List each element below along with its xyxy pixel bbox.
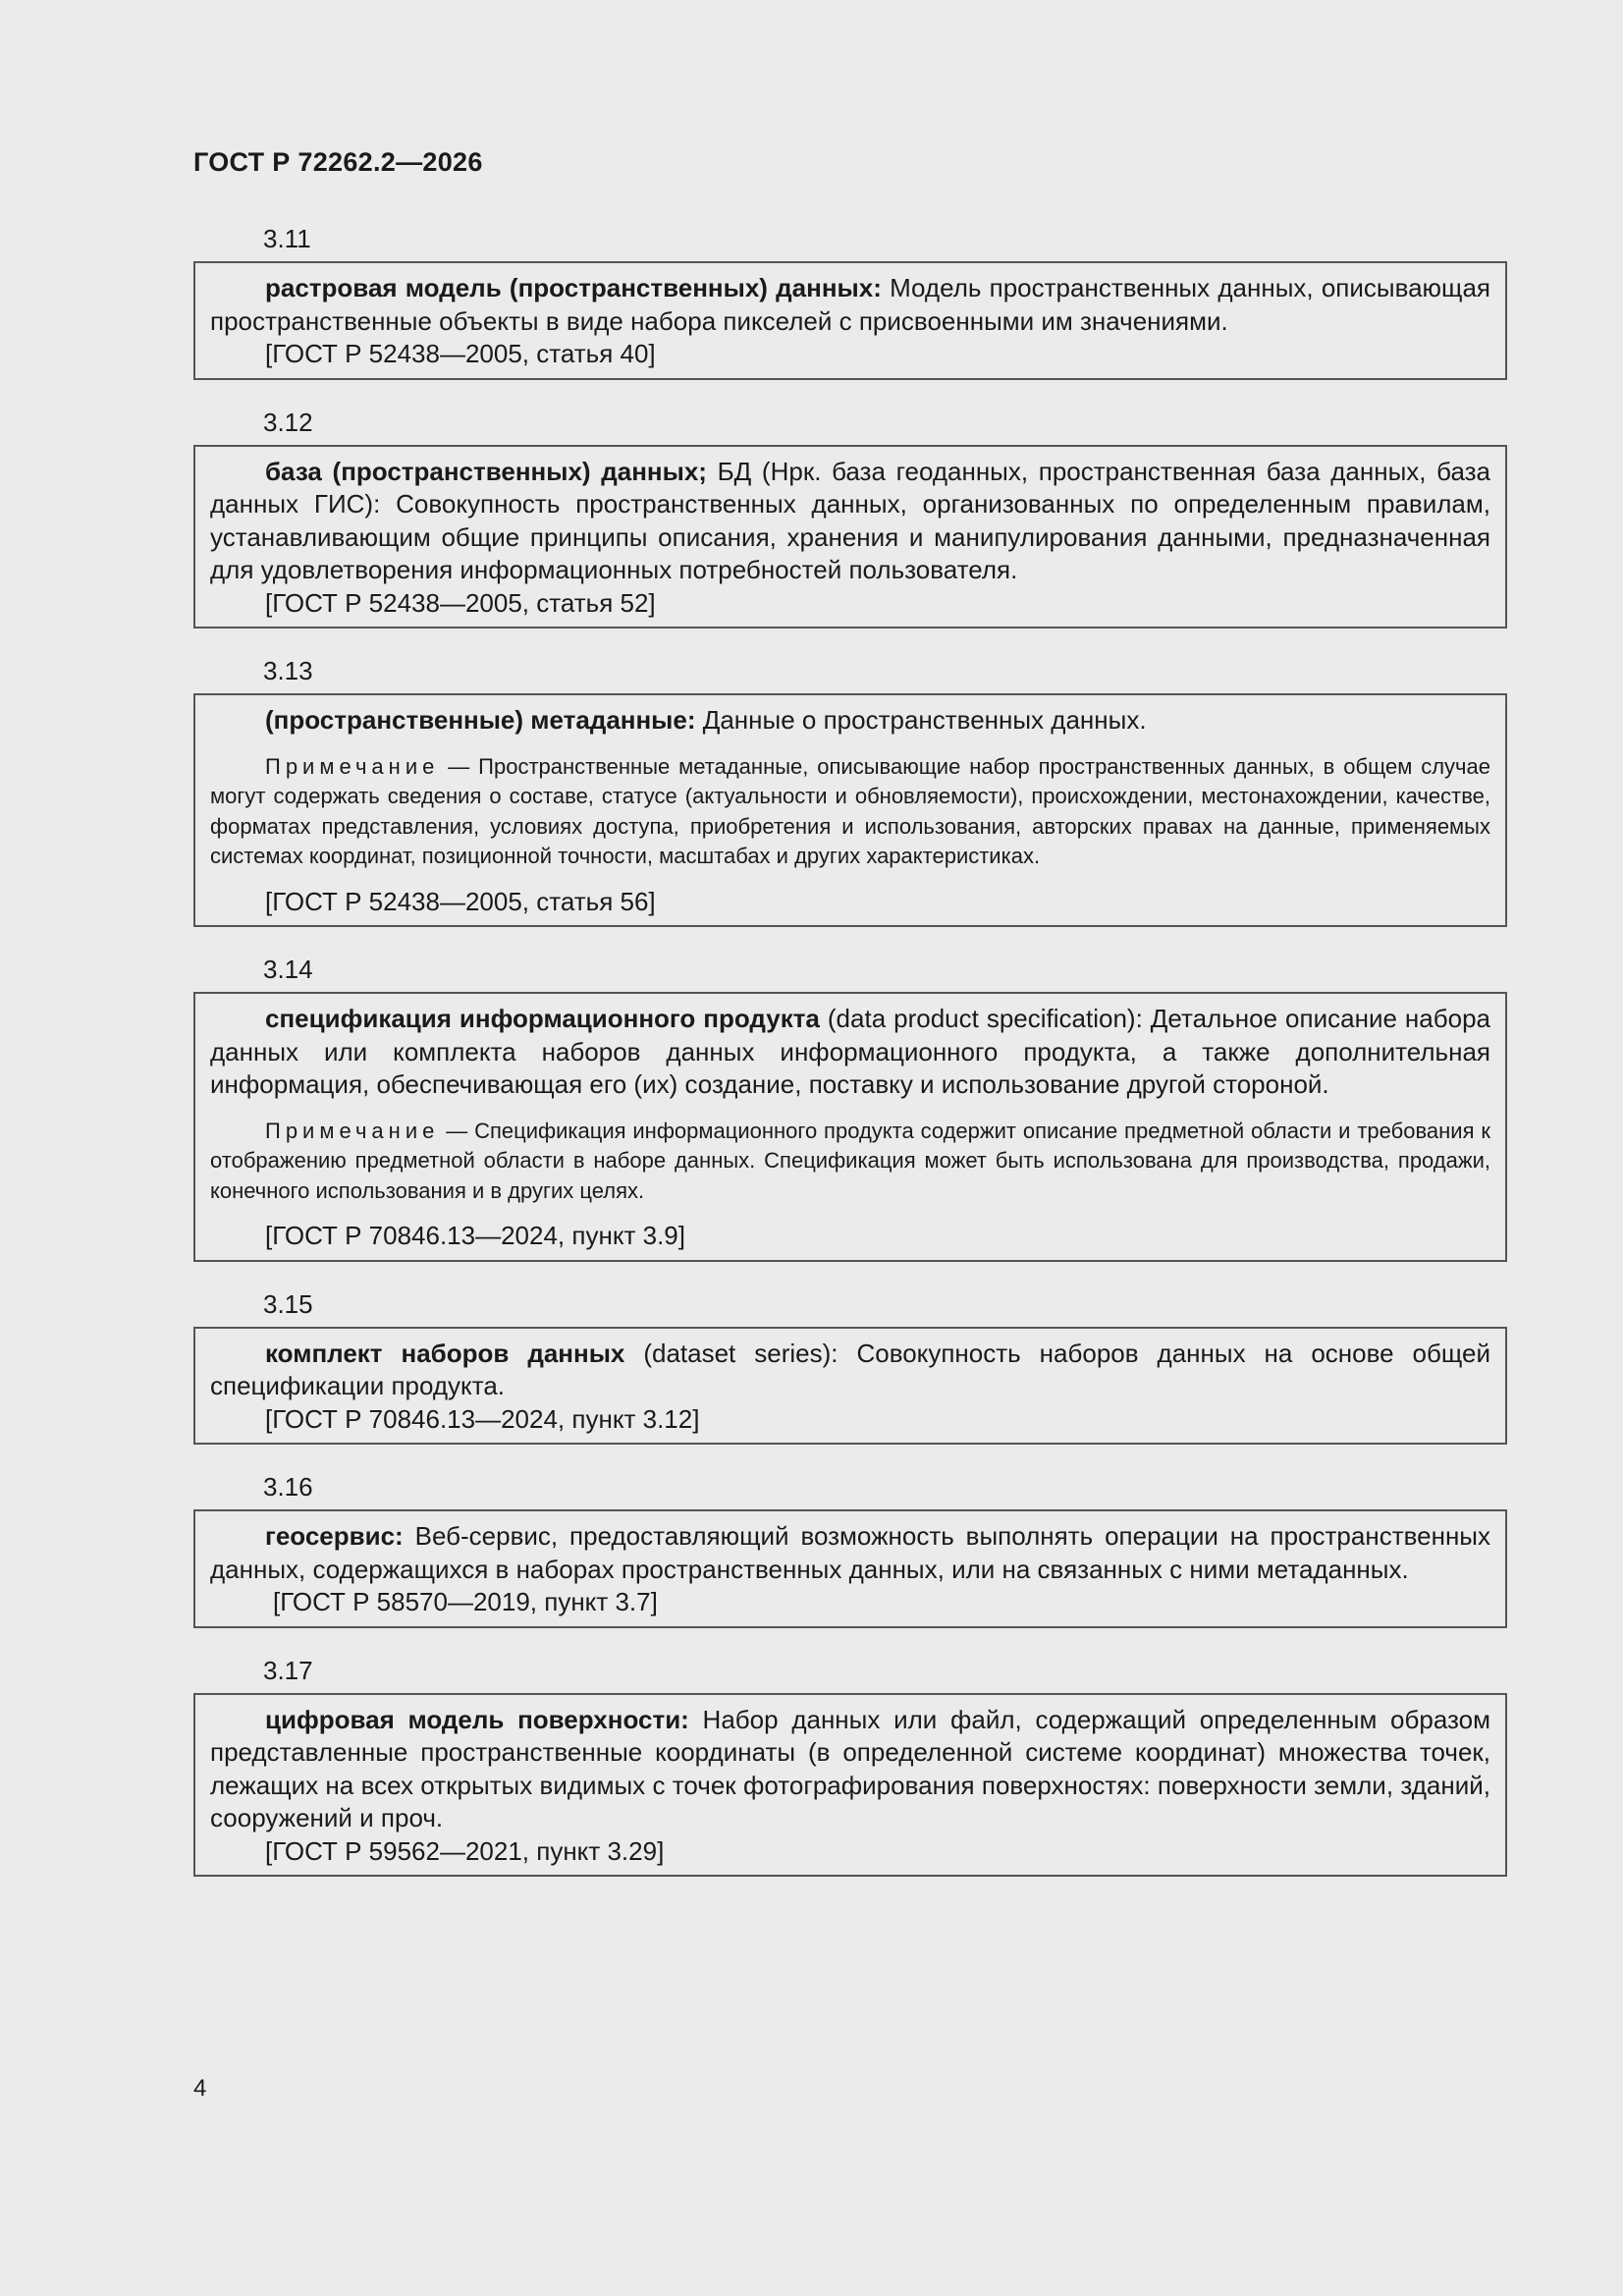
term-box — [193, 445, 1507, 629]
term-name: геосервис: — [265, 1521, 404, 1551]
note-label: Примечание — [265, 1118, 440, 1143]
term-box — [193, 693, 1507, 927]
term-box — [193, 1327, 1507, 1446]
term-name: база (пространственных) данных; — [265, 456, 707, 486]
term-entry — [193, 406, 1507, 629]
term-definition-text: Набор данных или файл, содержащий определенным образом представленные пространственные координаты (в определенной системе координат) множества точек, лежащих на всех открытых видимых с точек фотографирования поверхностях: поверхности земли, зданий, сооружений и проч. — [210, 1704, 1490, 1832]
term-box — [193, 1693, 1507, 1878]
term-definition-text: БД (Нрк. база геоданных, пространственная база данных, база данных ГИС): Совокупность пространственных данных, организованных по определенным правилам, устанавливающим общие принципы описания, хранения и манипулирования данными, предназначенная для удовлетворения информационных потребностей пользователя. — [210, 456, 1490, 584]
terms-section — [193, 222, 1507, 1902]
term-definition-text: Модель пространственных данных, описывающая пространственные объекты в виде набора пикселей с присвоенными им значениями. — [210, 273, 1490, 336]
term-definition-text: (data product specification): Детальное описание набора данных или комплекта наборов данных информационного продукта, а также дополнительная информация, обеспечивающая его (их) создание, поставку и использование другой стороной. — [210, 1004, 1491, 1099]
note-label: Примечание — [265, 753, 440, 779]
term-entry — [193, 1287, 1507, 1446]
term-number: 3.15 — [263, 1288, 313, 1319]
term-entry — [193, 654, 1507, 927]
term-name: комплект наборов данных — [265, 1338, 625, 1368]
term-number: 3.12 — [263, 407, 313, 437]
term-name: растровая модель (пространственных) данных: — [265, 273, 882, 302]
term-source: [ГОСТ Р 59562—2021, пункт 3.29] — [265, 1835, 665, 1866]
term-number: 3.11 — [263, 224, 311, 253]
note-text: — Пространственные метаданные, описывающие набор пространственных данных, в общем случае могут содержать сведения о составе, статусе (актуальности и обновляемости), происхождении, местонахождении, качестве, форматах представления, условиях доступа, приобретения и использования, авторских правах на данные, применяемых системах координат, позиционной точности, масштабах и других характеристиках. — [210, 753, 1490, 868]
term-entry — [193, 222, 1507, 380]
note-text: — Спецификация информационного продукта содержит описание предметной области и требования к отображению предметной области в наборе данных. Спецификация может быть использована для производства, продажи, конечного использования и в других целях. — [210, 1118, 1490, 1203]
term-definition — [210, 272, 1490, 338]
term-entry — [193, 953, 1507, 1262]
page-number: 4 — [193, 2075, 207, 2102]
term-note — [210, 752, 1490, 872]
term-number: 3.14 — [263, 955, 313, 984]
term-definition-text: (dataset series): Совокупность наборов данных на основе общей спецификации продукта. — [210, 1338, 1490, 1400]
term-number: 3.13 — [263, 656, 313, 685]
term-definition — [210, 1520, 1490, 1586]
term-definition — [210, 456, 1490, 587]
term-name: цифровая модель поверхности: — [265, 1704, 689, 1734]
term-note — [210, 1117, 1490, 1207]
term-number: 3.17 — [263, 1655, 313, 1685]
term-definition — [210, 1338, 1490, 1403]
term-definition — [210, 704, 1490, 738]
term-box — [193, 261, 1507, 380]
term-source: [ГОСТ Р 70846.13—2024, пункт 3.9] — [265, 1221, 685, 1250]
term-definition-text: Данные о пространственных данных. — [695, 705, 1147, 735]
term-source: [ГОСТ Р 58570—2019, пункт 3.7] — [273, 1587, 658, 1616]
term-source: [ГОСТ Р 52438—2005, статья 52] — [265, 587, 656, 618]
term-name: (пространственные) метаданные: — [265, 705, 696, 735]
term-source: [ГОСТ Р 52438—2005, статья 56] — [265, 886, 656, 916]
term-box — [193, 1509, 1507, 1628]
term-source: [ГОСТ Р 70846.13—2024, пункт 3.12] — [265, 1403, 700, 1434]
term-entry — [193, 1470, 1507, 1628]
term-box — [193, 992, 1507, 1262]
term-definition — [210, 1003, 1490, 1102]
term-entry — [193, 1654, 1507, 1878]
term-source: [ГОСТ Р 52438—2005, статья 40] — [265, 339, 656, 368]
document-header: ГОСТ Р 72262.2—2026 — [193, 147, 483, 177]
term-name: спецификация информационного продукта — [265, 1004, 820, 1033]
term-definition-text: Веб-сервис, предоставляющий возможность выполнять операции на пространственных данных, содержащихся в наборах пространственных данных, или на связанных с ними метаданных. — [210, 1521, 1490, 1584]
term-definition — [210, 1704, 1490, 1835]
term-number: 3.16 — [263, 1472, 313, 1502]
